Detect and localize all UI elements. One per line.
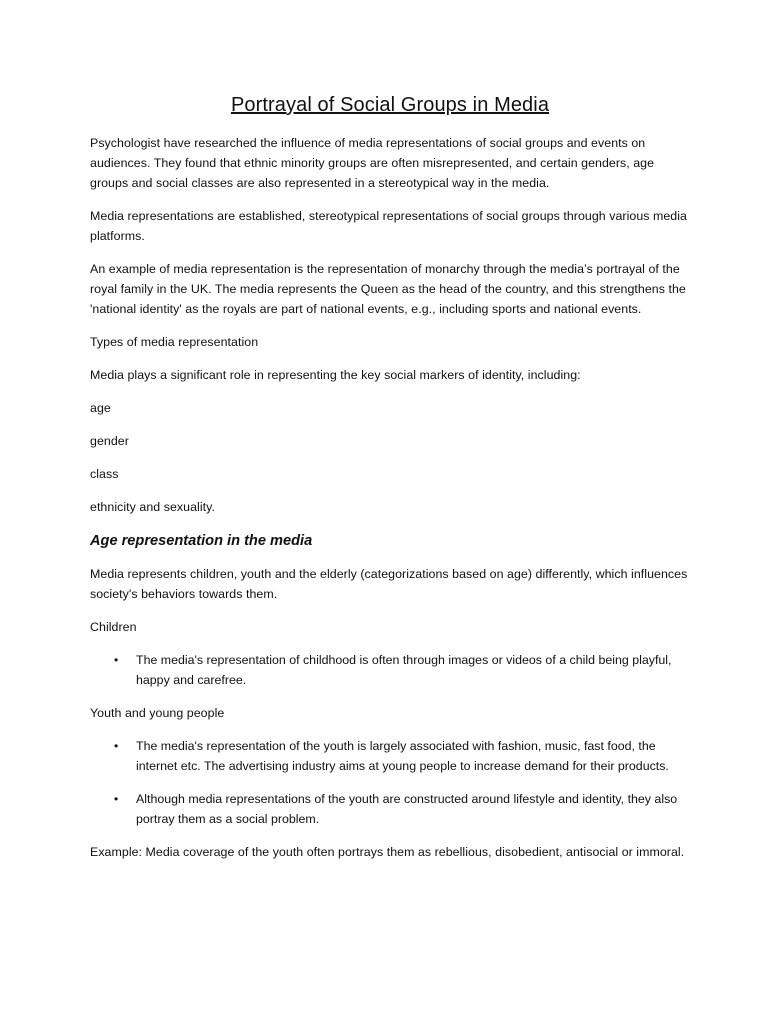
marker-age: age <box>90 401 111 415</box>
youth-bullet-item <box>90 736 690 776</box>
children-heading: Children <box>90 620 137 634</box>
youth-bullet-item <box>90 789 690 829</box>
youth-bullet-text: The media's representation of the youth is largely associated with fashion, music, fast food, the internet etc. The advertising industry aims at young people to increase demand for their products. <box>136 739 669 773</box>
age-section-heading: Age representation in the media <box>90 533 313 549</box>
youth-bullet-text: Although media representations of the youth are constructed around lifestyle and identity, they also portray them as a social problem. <box>136 792 678 826</box>
markers-intro-paragraph: Media plays a significant role in representing the key social markers of identity, including: <box>90 368 581 382</box>
bullet-icon: • <box>114 792 119 806</box>
children-bullet-text: The media's representation of childhood is often through images or videos of a child being playful, happy and carefree. <box>136 653 672 687</box>
youth-example-paragraph: Example: Media coverage of the youth often portrays them as rebellious, disobedient, antisocial or immoral. <box>90 845 685 859</box>
youth-heading: Youth and young people <box>90 706 225 720</box>
document-page <box>90 94 690 875</box>
marker-class: class <box>90 467 119 481</box>
marker-ethnicity-sexuality: ethnicity and sexuality. <box>90 500 215 514</box>
intro-paragraph: Psychologist have researched the influence of media representations of social groups and events on audiences. They found that ethnic minority groups are often misrepresented, and certain genders, age groups and social classes are also represented in a stereotypical way in the media. <box>90 136 655 190</box>
marker-gender: gender <box>90 434 129 448</box>
definition-paragraph: Media representations are established, stereotypical representations of social groups through various media platforms. <box>90 209 687 243</box>
types-heading: Types of media representation <box>90 335 259 349</box>
age-intro-paragraph: Media represents children, youth and the elderly (categorizations based on age) differently, which influences society's behaviors towards them. <box>90 567 688 601</box>
youth-bullet-list <box>90 736 690 829</box>
page-title: Portrayal of Social Groups in Media <box>230 94 550 116</box>
children-bullet-item <box>90 650 690 690</box>
children-bullet-list <box>90 650 690 690</box>
bullet-icon: • <box>114 653 119 667</box>
bullet-icon: • <box>114 739 119 753</box>
monarchy-example-paragraph: An example of media representation is the representation of monarchy through the media’s portrayal of the royal family in the UK. The media represents the Queen as the head of the country, and this strengthens the 'national identity' as the royals are part of national events, e.g., including sports and national events. <box>90 262 686 316</box>
